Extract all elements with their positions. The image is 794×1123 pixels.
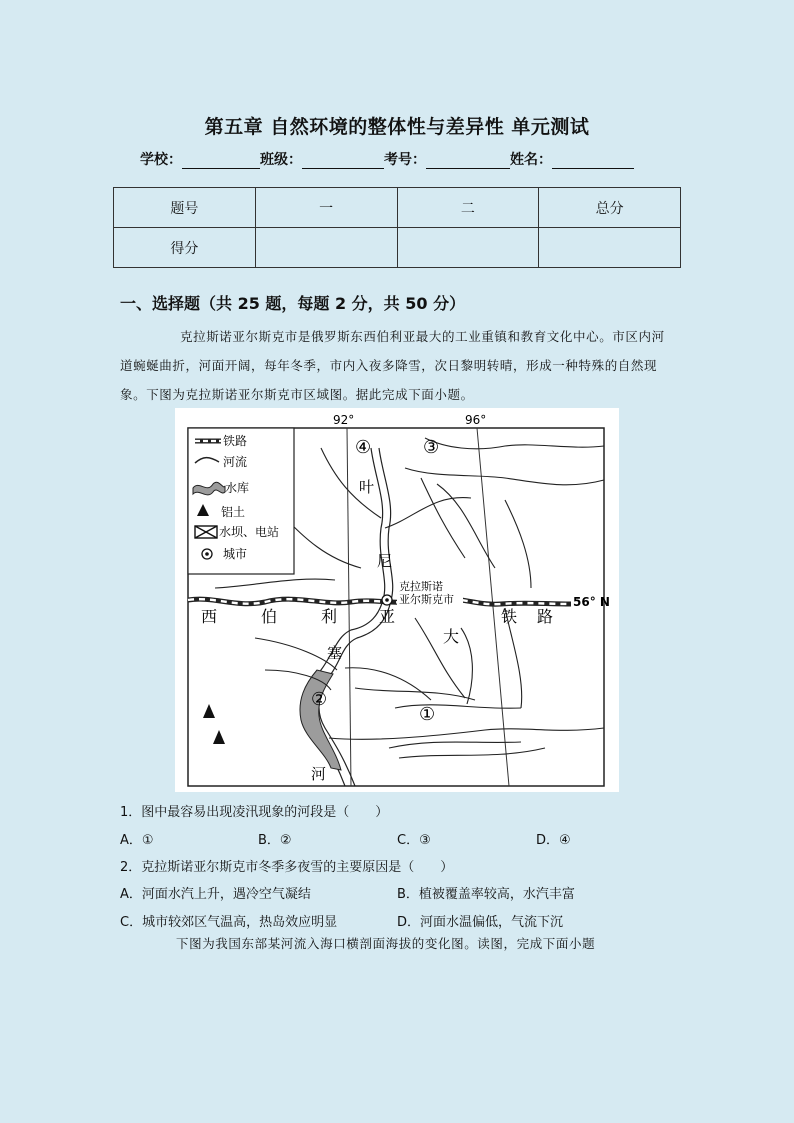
- railway-name-char: 路: [537, 607, 554, 626]
- river-name-char: 叶: [359, 478, 375, 496]
- q2-option-b[interactable]: B．植被覆盖率较高，水汽丰富: [397, 887, 575, 902]
- legend-railway-label: 铁路: [223, 434, 248, 448]
- question-1-stem: 1．图中最容易出现凌汛现象的河段是（ ）: [120, 805, 389, 820]
- score-table-cell: 一: [255, 188, 397, 228]
- legend-city-label: 城市: [223, 547, 248, 561]
- name-blank[interactable]: [552, 154, 634, 169]
- legend-reservoir-label: 水库: [225, 481, 250, 495]
- marker-1: ①: [419, 704, 436, 725]
- page-title: 第五章 自然环境的整体性与差异性 单元测试: [204, 116, 590, 138]
- river-name-char: 尼: [377, 552, 393, 570]
- city-marker-icon: [382, 595, 392, 605]
- next-passage-text: 下图为我国东部某河流入海口横剖面海拔的变化图。读图，完成下面小题: [176, 936, 596, 951]
- q1-option-c[interactable]: C．③: [397, 833, 431, 848]
- exam-no-label: 考号：: [384, 152, 426, 168]
- marker-3: ③: [423, 437, 440, 458]
- q1-option-a[interactable]: A．①: [120, 833, 154, 848]
- railway-name-char: 利: [321, 607, 338, 626]
- region-map: [175, 408, 619, 792]
- score-table-cell: 题号: [114, 188, 256, 228]
- student-info-line: [140, 149, 634, 169]
- school-blank[interactable]: [182, 154, 260, 169]
- marker-4: ④: [355, 437, 372, 458]
- city-name-line1: 克拉斯诺: [399, 580, 443, 593]
- river-name-char: 河: [311, 765, 327, 783]
- railway-name-char: 西: [201, 607, 218, 626]
- school-label: 学校：: [140, 152, 182, 168]
- class-blank[interactable]: [302, 154, 384, 169]
- city-name-line2: 亚尔斯克市: [399, 593, 454, 606]
- score-table-header-row: [114, 188, 681, 228]
- railway-name-char: 伯: [261, 607, 278, 626]
- q2-option-d[interactable]: D．河面水温偏低，气流下沉: [397, 915, 564, 930]
- name-label: 姓名：: [510, 152, 552, 168]
- latitude-label: 56° N: [573, 595, 610, 609]
- q2-option-a[interactable]: A．河面水汽上升，遇冷空气凝结: [120, 887, 311, 902]
- score-table-cell: 总分: [539, 188, 681, 228]
- legend-dam-label: 水坝、电站: [219, 525, 280, 539]
- passage-text: 克拉斯诺亚尔斯克市是俄罗斯东西伯利亚最大的工业重镇和教育文化中心。市区内河道蜿蜒曲折，河面开阔，每年冬季，市内入夜多降雪，次日黎明转晴，形成一种特殊的自然现象。下图为克拉斯诺亚尔斯克市区域图。据此完成下面小题。: [120, 329, 665, 402]
- q2-option-c[interactable]: C．城市较郊区气温高，热岛效应明显: [120, 915, 338, 930]
- score-input-cell[interactable]: [255, 228, 397, 268]
- q1-option-b[interactable]: B．②: [258, 833, 292, 848]
- question-2-stem: 2．克拉斯诺亚尔斯克市冬季多夜雪的主要原因是（ ）: [120, 860, 454, 875]
- score-table-score-row: [114, 228, 681, 268]
- class-label: 班级：: [260, 152, 302, 168]
- longitude-label-92: 92°: [333, 413, 355, 427]
- q1-option-d[interactable]: D．④: [536, 833, 571, 848]
- score-table-cell: 得分: [114, 228, 256, 268]
- river-name-char: 塞: [327, 644, 343, 662]
- legend-river-label: 河流: [223, 455, 248, 469]
- railway-name-char: 铁: [501, 607, 518, 626]
- longitude-label-96: 96°: [465, 413, 487, 427]
- railway-name-char: 大: [443, 627, 460, 646]
- marker-2: ②: [311, 689, 328, 710]
- exam-no-blank[interactable]: [426, 154, 510, 169]
- railway-name-char: 亚: [379, 607, 396, 626]
- legend-bauxite-label: 铝土: [221, 505, 246, 519]
- section-heading: 一、选择题（共 25 题，每题 2 分，共 50 分）: [120, 294, 466, 313]
- score-input-cell[interactable]: [539, 228, 681, 268]
- score-table-cell: 二: [397, 188, 539, 228]
- score-input-cell[interactable]: [397, 228, 539, 268]
- score-table: [113, 187, 681, 268]
